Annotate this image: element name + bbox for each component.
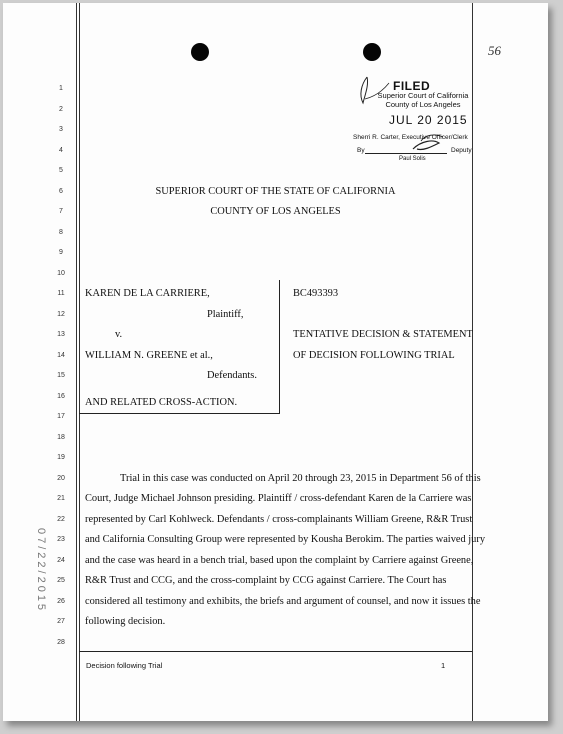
footer-title: Decision following Trial [86,661,163,670]
defendant-name: WILLIAM N. GREENE et al., [85,350,213,361]
plaintiff-name: KAREN DE LA CARRIERE, [85,288,210,299]
body-line: Court, Judge Michael Johnson presiding. Plaintiff / cross-defendant Karen de la Carriere was [85,493,472,504]
footer-page-number: 1 [441,661,446,670]
body-line: and California Consulting Group were represented by Kousha Berokim. The parties waived jury [85,534,486,545]
body-line: following decision. [85,616,166,627]
stamp-by-label: By [357,147,365,154]
versus-label: v. [115,329,123,340]
line-number: 2 [59,106,63,113]
line-numbers [3,3,73,721]
line-number: 13 [57,331,65,338]
defendant-role: Defendants. [207,370,257,381]
document-title-line1: TENTATIVE DECISION & STATEMENT [293,329,473,340]
line-number: 6 [59,188,63,195]
footer-rule [79,651,472,652]
line-number: 20 [57,475,65,482]
line-number: 5 [59,167,63,174]
line-number: 19 [57,454,65,461]
line-number: 23 [57,536,65,543]
plaintiff-role: Plaintiff, [207,309,244,320]
line-number: 21 [57,495,65,502]
line-number: 26 [57,598,65,605]
handwritten-page-note: 56 [488,43,501,58]
stamp-deputy-name: Paul Solis [399,156,426,162]
left-margin-rule-outer [76,3,77,721]
stamp-filed-label: FILED [393,79,431,93]
stamp-court-line2: County of Los Angeles [385,100,461,109]
caption-box-bottom-border [79,413,280,414]
line-number: 1 [59,85,63,92]
line-number: 15 [57,372,65,379]
document-title-line2: OF DECISION FOLLOWING TRIAL [293,350,455,361]
line-number: 7 [59,208,63,215]
stamp-court-name [363,91,483,109]
related-action: AND RELATED CROSS-ACTION. [85,397,238,408]
line-number: 22 [57,516,65,523]
line-number: 3 [59,126,63,133]
line-number: 25 [57,577,65,584]
body-line: considered all testimony and exhibits, the briefs and argument of counsel, and now it issues the [85,596,481,607]
line-number: 12 [57,311,65,318]
left-margin-rule-inner [79,3,80,721]
line-number: 27 [57,618,65,625]
body-line: represented by Carl Kohlweck. Defendants / cross-complainants William Greene, R&R Trust [85,514,473,525]
line-number: 8 [59,229,63,236]
case-number: BC493393 [293,288,339,299]
punch-hole-left [191,43,209,61]
stamp-court-line1: Superior Court of California [377,91,469,100]
county-name: COUNTY OF LOS ANGELES [210,206,341,217]
body-line: Trial in this case was conducted on April 20 through 23, 2015 in Department 56 of this [120,473,481,484]
line-number: 14 [57,352,65,359]
stamp-clerk: Sherri R. Carter, Executive Officer/Clerk [353,134,468,141]
document-page [3,3,548,721]
body-line: and the case was heard in a bench trial, based upon the complaint by Carriere against Greene, [85,555,474,566]
line-number: 10 [57,270,65,277]
filed-stamp [351,71,481,163]
line-number: 28 [57,639,65,646]
received-date-stamp: 07/22/2015 [35,528,47,614]
caption-box-right-border [279,280,280,414]
line-number: 4 [59,147,63,154]
court-name: SUPERIOR COURT OF THE STATE OF CALIFORNIA [155,186,396,197]
punch-hole-right [363,43,381,61]
line-number: 18 [57,434,65,441]
line-number: 24 [57,557,65,564]
line-number: 16 [57,393,65,400]
line-number: 11 [57,290,65,297]
body-line: R&R Trust and CCG, and the cross-complaint by CCG against Carriere. The Court has [85,575,447,586]
stamp-signature-line [365,153,447,154]
line-number: 17 [57,413,65,420]
line-number: 9 [59,249,63,256]
stamp-date: JUL 20 2015 [389,113,468,127]
stamp-deputy-label: Deputy [451,147,472,154]
